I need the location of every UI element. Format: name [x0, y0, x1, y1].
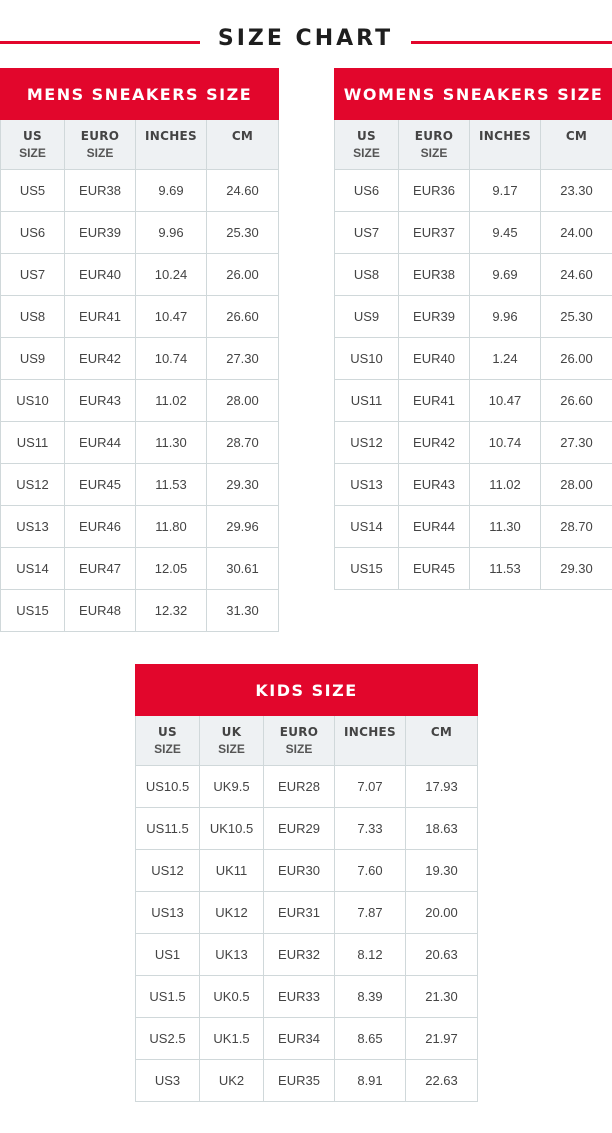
kids-column-header: [335, 716, 406, 766]
table-cell: US7: [335, 212, 399, 254]
table-cell: EUR28: [264, 766, 335, 808]
table-cell: 9.96: [470, 296, 541, 338]
table-cell: EUR47: [65, 548, 136, 590]
table-row: [136, 808, 478, 850]
table-cell: UK11: [200, 850, 264, 892]
mens-column-headers: [1, 120, 279, 170]
table-cell: 30.61: [207, 548, 279, 590]
mens-column-header: [207, 120, 279, 170]
womens-column-header: [399, 120, 470, 170]
column-sublabel: SIZE: [353, 146, 380, 160]
column-label: CM: [231, 129, 254, 143]
column-label: INCHES: [344, 725, 396, 739]
table-cell: 11.30: [470, 506, 541, 548]
table-cell: US10: [335, 338, 399, 380]
table-cell: EUR44: [65, 422, 136, 464]
table-cell: 26.00: [541, 338, 612, 380]
table-cell: EUR42: [65, 338, 136, 380]
column-sublabel: SIZE: [154, 742, 181, 756]
table-cell: 8.12: [335, 934, 406, 976]
table-cell: US6: [1, 212, 65, 254]
table-cell: 8.65: [335, 1018, 406, 1060]
table-cell: 19.30: [406, 850, 478, 892]
table-cell: 8.91: [335, 1060, 406, 1102]
table-cell: 10.74: [470, 422, 541, 464]
table-cell: 11.80: [136, 506, 207, 548]
table-cell: 1.24: [470, 338, 541, 380]
table-cell: 21.30: [406, 976, 478, 1018]
column-sublabel: SIZE: [218, 742, 245, 756]
table-cell: 28.00: [207, 380, 279, 422]
table-row: [1, 422, 279, 464]
kids-column-header: [406, 716, 478, 766]
womens-column-headers: [335, 120, 612, 170]
table-cell: 25.30: [541, 296, 612, 338]
kids-column-header: [200, 716, 264, 766]
kids-size-table: [135, 664, 478, 1102]
table-cell: US9: [335, 296, 399, 338]
table-cell: EUR32: [264, 934, 335, 976]
table-cell: 27.30: [207, 338, 279, 380]
table-cell: 17.93: [406, 766, 478, 808]
table-row: [1, 338, 279, 380]
column-sublabel: SIZE: [285, 742, 313, 756]
table-row: [1, 170, 279, 212]
table-cell: US14: [1, 548, 65, 590]
table-cell: 9.69: [136, 170, 207, 212]
table-cell: 25.30: [207, 212, 279, 254]
table-row: [1, 254, 279, 296]
womens-column-header: [541, 120, 612, 170]
table-cell: 9.17: [470, 170, 541, 212]
table-row: [335, 170, 612, 212]
kids-column-headers: [136, 716, 478, 766]
table-cell: 9.69: [470, 254, 541, 296]
kids-column-header: [136, 716, 200, 766]
table-row: [335, 254, 612, 296]
table-cell: EUR38: [65, 170, 136, 212]
table-cell: US1: [136, 934, 200, 976]
table-cell: US8: [1, 296, 65, 338]
table-row: [136, 976, 478, 1018]
table-cell: 11.30: [136, 422, 207, 464]
table-row: [1, 506, 279, 548]
table-cell: 24.60: [207, 170, 279, 212]
column-label: US: [357, 129, 376, 143]
table-cell: 7.07: [335, 766, 406, 808]
womens-column-header: [470, 120, 541, 170]
table-row: [335, 296, 612, 338]
table-cell: US10.5: [136, 766, 200, 808]
table-cell: US13: [335, 464, 399, 506]
table-cell: 10.47: [470, 380, 541, 422]
table-cell: EUR40: [399, 338, 470, 380]
table-cell: US9: [1, 338, 65, 380]
table-cell: EUR30: [264, 850, 335, 892]
table-cell: US14: [335, 506, 399, 548]
table-row: [136, 1018, 478, 1060]
table-cell: 7.60: [335, 850, 406, 892]
table-cell: 11.53: [136, 464, 207, 506]
table-row: [136, 766, 478, 808]
table-cell: 24.60: [541, 254, 612, 296]
table-cell: 23.30: [541, 170, 612, 212]
column-label: US: [158, 725, 177, 739]
table-cell: 10.24: [136, 254, 207, 296]
table-cell: EUR31: [264, 892, 335, 934]
table-cell: 26.00: [207, 254, 279, 296]
table-cell: 12.32: [136, 590, 207, 632]
column-label: EURO: [279, 725, 319, 739]
table-cell: 26.60: [541, 380, 612, 422]
table-cell: 11.02: [470, 464, 541, 506]
table-cell: UK13: [200, 934, 264, 976]
table-row: [335, 338, 612, 380]
table-cell: EUR35: [264, 1060, 335, 1102]
table-cell: 11.02: [136, 380, 207, 422]
table-row: [1, 590, 279, 632]
table-cell: 20.63: [406, 934, 478, 976]
column-sublabel: [136, 143, 206, 146]
womens-column-header: [335, 120, 399, 170]
table-cell: 11.53: [470, 548, 541, 590]
table-cell: 20.00: [406, 892, 478, 934]
table-cell: 26.60: [207, 296, 279, 338]
table-cell: US6: [335, 170, 399, 212]
table-cell: US11: [1, 422, 65, 464]
table-cell: EUR43: [65, 380, 136, 422]
table-row: [1, 548, 279, 590]
column-label: INCHES: [479, 129, 531, 143]
table-cell: 24.00: [541, 212, 612, 254]
table-cell: 10.74: [136, 338, 207, 380]
table-cell: US15: [335, 548, 399, 590]
table-cell: EUR46: [65, 506, 136, 548]
table-cell: 10.47: [136, 296, 207, 338]
table-cell: US11.5: [136, 808, 200, 850]
table-cell: 28.70: [541, 506, 612, 548]
table-row: [1, 296, 279, 338]
table-row: [1, 464, 279, 506]
table-cell: EUR36: [399, 170, 470, 212]
column-sublabel: [541, 143, 612, 146]
table-row: [1, 380, 279, 422]
column-label: EURO: [80, 129, 120, 143]
header-rule-left: [0, 41, 200, 44]
table-cell: 18.63: [406, 808, 478, 850]
table-cell: 27.30: [541, 422, 612, 464]
table-cell: US15: [1, 590, 65, 632]
table-cell: 9.96: [136, 212, 207, 254]
table-cell: UK0.5: [200, 976, 264, 1018]
table-cell: 29.30: [207, 464, 279, 506]
column-label: INCHES: [145, 129, 197, 143]
table-cell: US5: [1, 170, 65, 212]
table-cell: EUR41: [399, 380, 470, 422]
mens-column-header: [1, 120, 65, 170]
header-rule-right: [411, 41, 612, 44]
page-header: [0, 22, 612, 62]
column-label: CM: [565, 129, 588, 143]
table-cell: UK10.5: [200, 808, 264, 850]
table-cell: 28.00: [541, 464, 612, 506]
table-cell: EUR45: [399, 548, 470, 590]
table-row: [136, 892, 478, 934]
column-label: CM: [430, 725, 453, 739]
table-cell: EUR34: [264, 1018, 335, 1060]
table-cell: US7: [1, 254, 65, 296]
table-cell: EUR37: [399, 212, 470, 254]
column-sublabel: SIZE: [420, 146, 448, 160]
table-cell: EUR39: [399, 296, 470, 338]
table-cell: 7.33: [335, 808, 406, 850]
column-label: US: [23, 129, 42, 143]
table-cell: US11: [335, 380, 399, 422]
column-sublabel: [207, 143, 278, 146]
table-row: [335, 506, 612, 548]
table-cell: 7.87: [335, 892, 406, 934]
table-cell: US10: [1, 380, 65, 422]
table-cell: 29.30: [541, 548, 612, 590]
womens-table-title: WOMENS SNEAKERS SIZE: [335, 69, 612, 120]
table-cell: EUR29: [264, 808, 335, 850]
table-cell: 22.63: [406, 1060, 478, 1102]
table-cell: 28.70: [207, 422, 279, 464]
kids-table-title: KIDS SIZE: [136, 665, 478, 716]
table-cell: EUR48: [65, 590, 136, 632]
table-row: [335, 548, 612, 590]
table-cell: US13: [1, 506, 65, 548]
table-row: [335, 380, 612, 422]
column-sublabel: [470, 143, 540, 146]
column-label: EURO: [414, 129, 454, 143]
table-cell: US13: [136, 892, 200, 934]
table-cell: EUR33: [264, 976, 335, 1018]
table-cell: US12: [1, 464, 65, 506]
column-sublabel: [406, 739, 477, 742]
table-cell: 29.96: [207, 506, 279, 548]
table-cell: EUR44: [399, 506, 470, 548]
table-row: [136, 1060, 478, 1102]
table-cell: US2.5: [136, 1018, 200, 1060]
table-cell: EUR42: [399, 422, 470, 464]
table-cell: EUR43: [399, 464, 470, 506]
table-cell: UK9.5: [200, 766, 264, 808]
table-cell: EUR45: [65, 464, 136, 506]
table-cell: US12: [136, 850, 200, 892]
table-row: [136, 934, 478, 976]
womens-size-table: [334, 68, 612, 590]
table-cell: 31.30: [207, 590, 279, 632]
table-cell: EUR41: [65, 296, 136, 338]
table-cell: US1.5: [136, 976, 200, 1018]
column-sublabel: SIZE: [19, 146, 46, 160]
column-sublabel: SIZE: [86, 146, 114, 160]
column-label: UK: [221, 725, 242, 739]
table-cell: 9.45: [470, 212, 541, 254]
table-row: [136, 850, 478, 892]
column-sublabel: [335, 739, 405, 742]
table-cell: UK12: [200, 892, 264, 934]
table-cell: 8.39: [335, 976, 406, 1018]
mens-table-title: MENS SNEAKERS SIZE: [1, 69, 279, 120]
mens-column-header: [65, 120, 136, 170]
table-row: [335, 422, 612, 464]
table-cell: UK2: [200, 1060, 264, 1102]
table-cell: US8: [335, 254, 399, 296]
table-row: [335, 464, 612, 506]
table-cell: 12.05: [136, 548, 207, 590]
table-row: [335, 212, 612, 254]
table-cell: US12: [335, 422, 399, 464]
table-row: [1, 212, 279, 254]
table-cell: EUR38: [399, 254, 470, 296]
table-cell: UK1.5: [200, 1018, 264, 1060]
kids-column-header: [264, 716, 335, 766]
mens-column-header: [136, 120, 207, 170]
table-cell: 21.97: [406, 1018, 478, 1060]
table-cell: EUR39: [65, 212, 136, 254]
table-cell: US3: [136, 1060, 200, 1102]
page-title: SIZE CHART: [217, 26, 394, 51]
table-cell: EUR40: [65, 254, 136, 296]
mens-size-table: [0, 68, 279, 632]
